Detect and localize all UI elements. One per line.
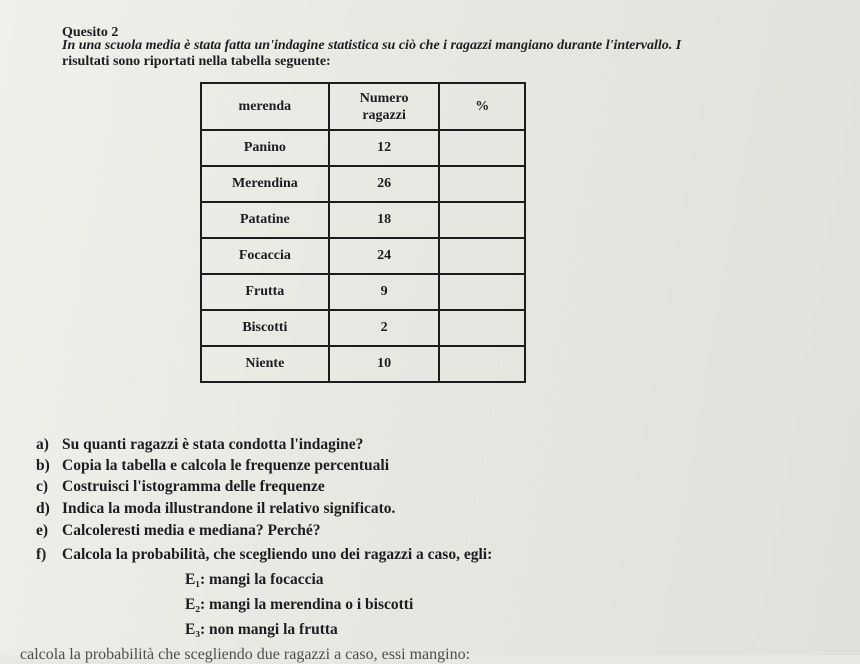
event-e3: E₃: non mangi la frutta <box>185 621 338 638</box>
cell-food: Merendina <box>201 166 329 202</box>
cutoff-line: calcola la probabilità che scegliendo due ragazzi a caso, essi mangino: <box>20 646 471 663</box>
list-item <box>36 546 492 564</box>
cell-count: 26 <box>329 166 440 202</box>
event-e2: E₂: mangi la merendina o i biscotti <box>185 596 414 613</box>
intro-line-2: risultati sono riportati nella tabella seguente: <box>62 54 331 69</box>
header-numero-ragazzi: Numero ragazzi <box>329 83 440 130</box>
table-row <box>201 274 525 310</box>
header-merenda: merenda <box>201 83 329 130</box>
table-row <box>201 166 525 202</box>
question-label: b) <box>36 457 50 474</box>
question-text: Calcola la probabilità, che scegliendo uno dei ragazzi a caso, egli: <box>62 546 493 563</box>
list-item <box>36 478 325 496</box>
cell-count: 24 <box>329 238 440 274</box>
cell-count: 12 <box>329 130 440 166</box>
cell-count: 18 <box>329 202 440 238</box>
question-label: a) <box>36 436 49 453</box>
table-row <box>201 310 525 346</box>
intro-line-1: In una scuola media è stata fatta un'indagine statistica su ciò che i ragazzi mangiano durante l'intervallo. I <box>62 38 682 53</box>
question-label: c) <box>36 478 49 495</box>
table-row <box>201 346 525 382</box>
cell-food: Patatine <box>201 202 329 238</box>
cell-count: 10 <box>329 346 440 382</box>
table-row <box>201 130 525 166</box>
cell-food: Biscotti <box>201 310 329 346</box>
cell-percent <box>439 238 525 274</box>
cell-count: 2 <box>329 310 440 346</box>
event-e1: E₁: mangi la focaccia <box>185 571 324 588</box>
cell-percent <box>439 310 525 346</box>
question-text: Copia la tabella e calcola le frequenze percentuali <box>62 457 390 474</box>
cell-percent <box>439 274 525 310</box>
cell-percent <box>439 346 525 382</box>
question-heading: Quesito 2 <box>62 25 119 40</box>
cell-percent <box>439 130 525 166</box>
header-percent: % <box>439 83 525 130</box>
question-label: f) <box>36 546 47 563</box>
question-text: Su quanti ragazzi è stata condotta l'indagine? <box>62 436 364 453</box>
cell-percent <box>439 166 525 202</box>
question-label: d) <box>36 500 50 517</box>
table-row <box>201 238 525 274</box>
list-item <box>36 436 363 454</box>
question-text: Calcoleresti media e mediana? Perché? <box>62 522 321 539</box>
cell-count: 9 <box>329 274 440 310</box>
question-text: Indica la moda illustrandone il relativo significato. <box>62 500 396 517</box>
table-row <box>201 202 525 238</box>
cell-food: Panino <box>201 130 329 166</box>
cell-food: Focaccia <box>201 238 329 274</box>
cell-percent <box>439 202 525 238</box>
cell-food: Frutta <box>201 274 329 310</box>
question-text: Costruisci l'istogramma delle frequenze <box>62 478 325 495</box>
question-label: e) <box>36 522 49 539</box>
cell-food: Niente <box>201 346 329 382</box>
list-item <box>36 500 395 518</box>
list-item <box>36 457 389 475</box>
table-header-row <box>201 83 525 130</box>
list-item <box>36 522 321 540</box>
data-table <box>200 82 526 383</box>
